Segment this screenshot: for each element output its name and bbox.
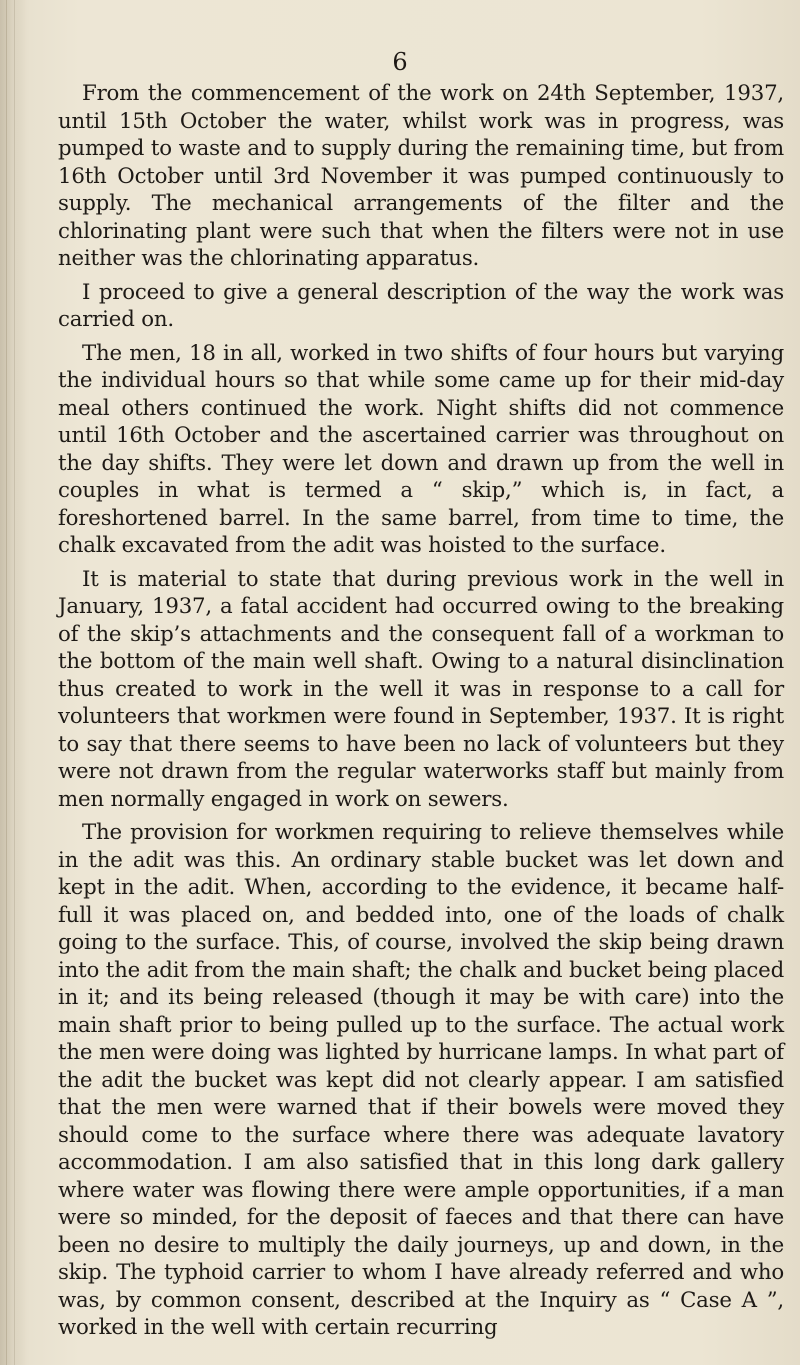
binding-edge [0,0,26,1365]
paragraph: The men, 18 in all, worked in two shifts of four hours but varying the individual hours so that while some came up for their mid-day meal others continued the work. Night shifts did not commence until 16th October and the ascertained carrier was throughout on the day shifts. They were let down and drawn up from the well in couples in what is termed a “ skip,” which is, in fact, a foreshortened barrel. In the same barrel, from time to time, the chalk excavated from the adit was hoisted to the surface. [58,340,784,558]
binding-line [6,0,7,1365]
paragraph: It is material to state that during previous work in the well in January, 1937, a fatal accident had occurred owing to the breaking of the skip’s attachments and the consequent fall of a workman to the bottom of the main well shaft. Owing to a natural disinclination thus created to work in the well it was in response to a call for volunteers that workmen were found in September, 1937. It is right to say that there seems to have been no lack of volunteers but they were not drawn from the regular waterworks staff but mainly from men normally engaged in work on sewers. [58,566,784,812]
binding-line [14,0,15,1365]
paragraph: The provision for workmen requiring to relieve themselves while in the adit was this. An ordinary stable bucket was let down and kept in the adit. When, according to the evidence, it became half-full it was placed on, and bedded into, one of the loads of chalk going to the surface. This, of course, involved the skip being drawn into the adit from the main shaft; the chalk and bucket being placed in it; and its being released (though it may be with care) into the main shaft prior to being pulled up to the surface. The actual work the men were doing was lighted by hurricane lamps. In what part of the adit the bucket was kept did not clearly appear. I am satisfied that the men were warned that if their bowels were moved they should come to the surface where there was adequate lavatory accommodation. I am also satisfied that in this long dark gallery where water was flowing there were ample opportunities, if a man were so minded, for the deposit of faeces and that there can have been no desire to multiply the daily journeys, up and down, in the skip. The typhoid carrier to whom I have already referred and who was, by common consent, described at the Inquiry as “ Case A ”, worked in the well with certain recurring [58,820,784,1340]
paragraph: From the commencement of the work on 24th September, 1937, until 15th October the water, whilst work was in progress, was pumped to waste and to supply during the remaining time, but from 16th October until 3rd November it was pumped continuously to supply. The mechanical arrangements of the filter and the chlorinating plant were such that when the filters were not in use neither was the chlorinating apparatus. [58,81,784,271]
paragraph: I proceed to give a general description of the way the work was carried on. [58,279,784,332]
body-text [58,80,784,1342]
page-number: 6 [392,48,408,76]
